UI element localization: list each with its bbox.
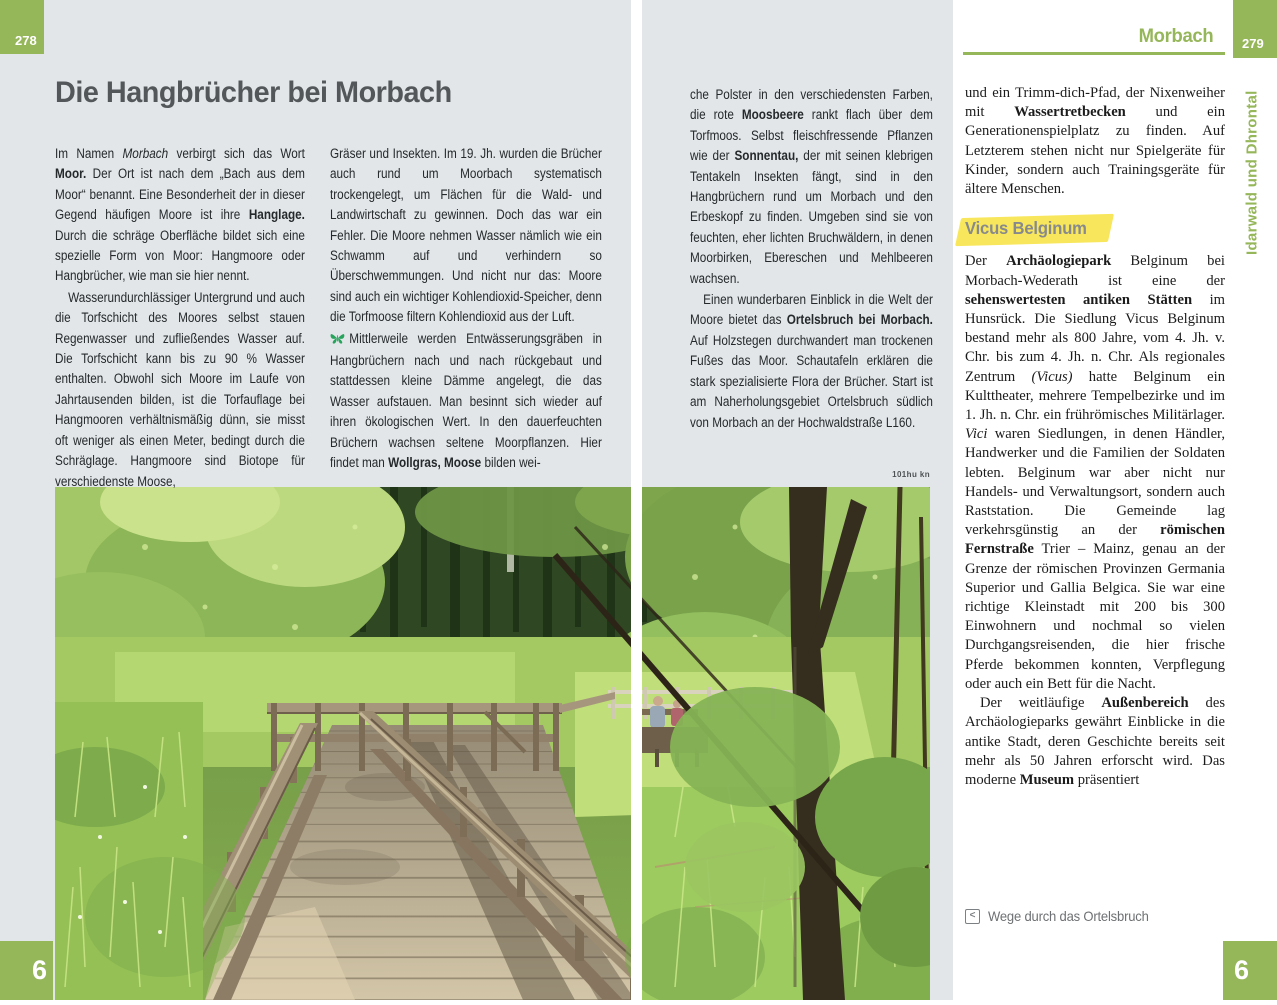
boardwalk-photo-illustration [55,487,930,1000]
article-column-3 [690,85,933,433]
paragraph: che Polster in den verschiedensten Farben, die rote Moosbeere rankt flach über dem Torfmoos. Selbst fleischfressende Pflanzen wie der Sonnentau, der mit seinen klebrigen Tentakeln Insekten fängt, sind in den Hangbrüchern rund um Morbach und den Erbeskopf zu finden. Umgeben sind sie von feuchten, eher lichten Bruchwäldern, in denen Moorbirken, Ebereschen und Mehlbeeren wachsen. [690,87,933,286]
paragraph: Der weitläufige Außenbereich des Archäologieparks gewährt Einblicke in die antike Stadt, deren Geschichte bereits seit mehr als 50 Jahren erforscht wird. Das moderne Museum präsentiert [965,695,1225,788]
article-column-2 [330,144,602,474]
region-side-tab: Idarwald und Dhrontal [1243,90,1261,256]
header-rule [963,52,1225,55]
paragraph: Gräser und Insekten. Im 19. Jh. wurden die Brücher auch rund um Moorbach systematisch trockengelegt, um Flächen für die Wald- und Landwirtschaft zu gewinnen. Doch das war ein Fehler. Die Moore nehmen Wasser nämlich wie ein Schwamm auf und verhindern so Überschwemmungen. Und nicht nur das: Moore sind auch ein wichtiger Kohlendioxid-Speicher, denn die Torfmoose filtern Kohlendioxid aus der Luft. [330,146,602,325]
page-number-badge-right [1233,0,1277,58]
paragraph: Einen wunderbaren Einblick in die Welt der Moore bietet das Ortelsbruch bei Morbach. Auf Holzstegen durchwandert man trockenen Fußes das Moor. Schautafeln erklären die stark spezialisierte Flora der Brücher. Start ist am Naherholungsgebiet Ortelsbruch südlich von Morbach an der Hochwaldstraße L160. [690,292,933,430]
photo-credit: 101hu kn [892,470,930,479]
paragraph: Mittlerweile werden Entwässerungsgräben in Hangbrüchern nach und nach rückgebaut und stattdessen kleine Dämme angelegt, die das Wasser aufstauen. Man besinnt sich wieder auf ihren ökologischen Wert. In den dauerfeuchten Brüchern wachsen seltene Moorpflanzen. Hier findet man Wollgras, Moose bilden wei- [330,330,602,471]
page-number-right: 279 [1242,36,1264,51]
article-column-1 [55,144,305,492]
photo-caption [965,908,1161,924]
butterfly-icon [330,331,345,351]
article-title: Die Hangbrücher bei Morbach [55,76,452,109]
spread-gutter [631,0,642,1000]
paragraph: und ein Trimm-dich-Pfad, der Nixenweiher mit Wassertretbecken und ein Generationenspielplatz zu finden. Auf Letzterem stehen nicht nur Spielgeräte für Kinder, sondern auch Trainingsgeräte für ältere Menschen. [965,85,1225,198]
caption-arrow-icon: < [965,909,980,924]
paragraph: Wasserundurchlässiger Untergrund und auch die Torfschicht des Moores selbst stauen Regenwasser und zufließendes Wasser auf. Die Torfschicht kann bis zu 90 % Wasser enthalten. Obwohl sich Moore im Laufe von Jahrtausenden bilden, ist die Torfauflage bei Hangmooren verhältnismäßig dünn, sie misst oft weniger als einen Meter, bedingt durch die Schräglage. Hangmoore sind Biotope für verschiedenste Moose, [55,289,305,489]
section-heading: Vicus Belginum [965,219,1093,240]
paragraph: Im Namen Morbach verbirgt sich das Wort Moor. Der Ort ist nach dem „Bach aus dem Moor“ benannt. Eine Besonderheit der in dieser Gegend häufigen Moore ist ihre Hanglage. Durch die schräge Oberfläche bildet sich eine spezielle Form von Moor: Hangmoore oder Hangbrücher, wie man sie hier nennt. [55,146,305,284]
chapter-tab-bottom-right: 6 [1223,941,1277,1000]
running-header: Morbach [1138,26,1214,47]
page-number-badge-left [0,0,44,54]
caption-text: Wege durch das Ortelsbruch [988,908,1149,924]
page-number-left: 278 [15,33,37,48]
section-heading-row [965,219,1225,240]
chapter-tab-bottom-left: 6 [0,941,53,1000]
ortelsbruch-boardwalk-photo [55,487,930,1000]
main-text-column [965,84,1225,790]
paragraph: Der Archäologiepark Belginum bei Morbach-Wederath ist eine der sehenswertesten antiken Stätten im Hunsrück. Die Siedlung Vicus Belginum bestand mehr als 800 Jahre, vom 4. Jh. v. Chr. bis zum 4. Jh. n. Chr. Als regionales Zentrum (Vicus) hatte Belginum ein Kulttheater, mehrere Tempelbezirke und im 1. Jh. n. Chr. ein frührömisches Militärlager. Vici waren Siedlungen, in denen Händler, Handwerker und die Familien der Soldaten lebten. Belginum war aber nicht nur Handels- und Verwaltungsort, sondern auch Raststation. Die Gemeinde lag verkehrsgünstig an der römischen Fernstraße Trier – Mainz, genau an der Grenze der römischen Provinzen Germania Superior und Gallia Belgica. Sie war eine richtige Kleinstadt mit 200 bis 300 Einwohnern und nochmal so vielen Durchgangsreisenden, die hier frische Pferde bekommen konnten, Verpflegung oder auch ein Bett für die Nacht. [965,253,1225,692]
